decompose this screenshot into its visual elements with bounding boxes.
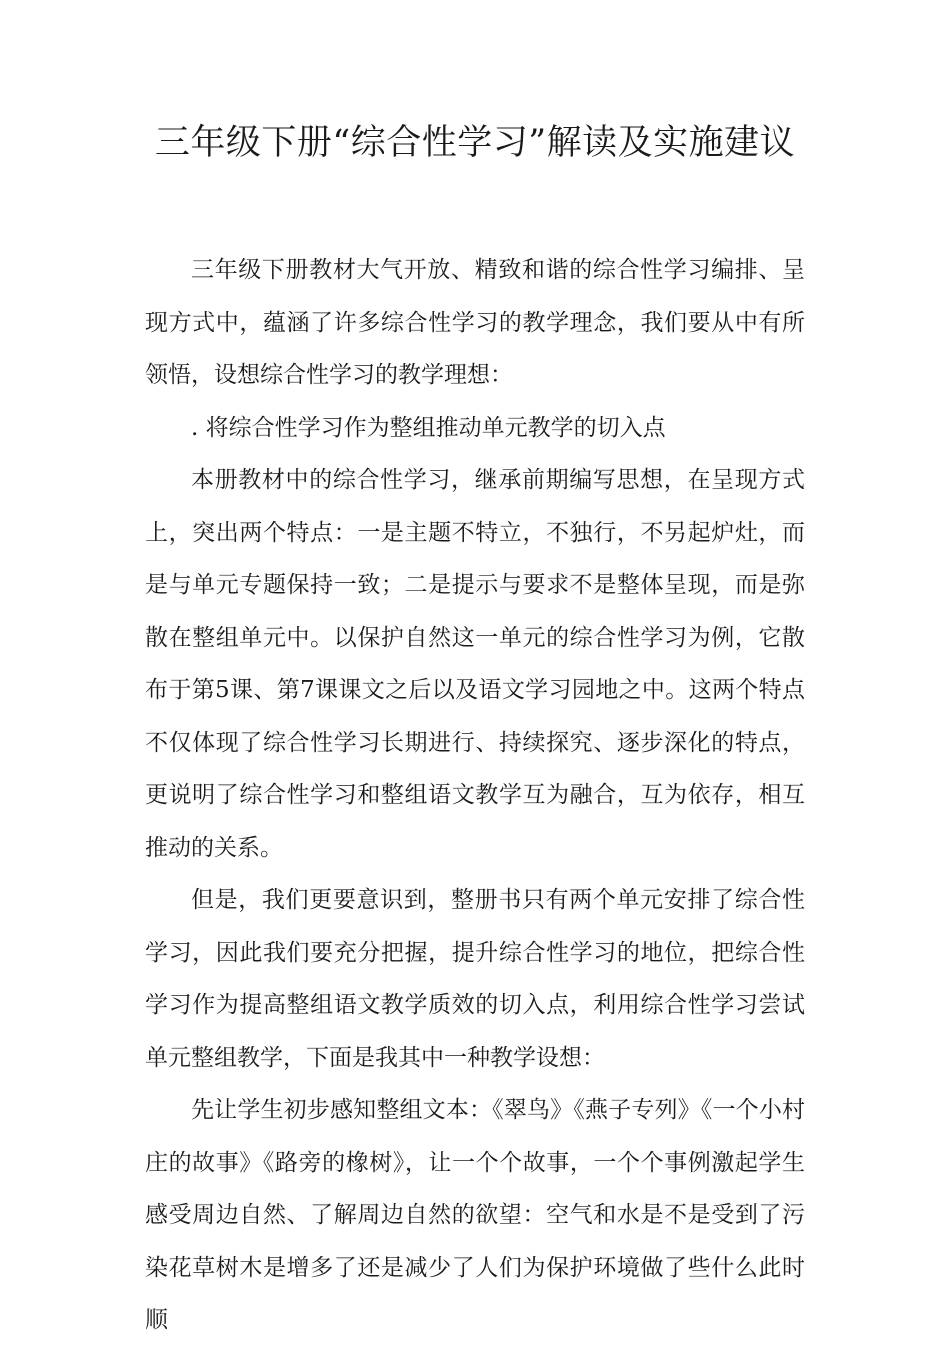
- paragraph-intro: 三年级下册教材大气开放、精致和谐的综合性学习编排、呈现方式中，蕴涵了许多综合性学习的教学理念，我们要从中有所领悟，设想综合性学习的教学理想：: [145, 257, 805, 388]
- paragraph-features: 本册教材中的综合性学习，继承前期编写思想，在呈现方式上，突出两个特点：一是主题不特立，不独行，不另起炉灶，而是与单元专题保持一致；二是提示与要求不是整体呈现，而是弥散在整组单元中。以保护自然这一单元的综合性学习为例，它散布于第5课、第7课课文之后以及语文学习园地之中。这两个特点不仅体现了综合性学习长期进行、持续探究、逐步深化的特点，更说明了综合性学习和整组语文教学互为融合，互为依存，相互推动的关系。: [145, 467, 805, 861]
- paragraph-first-step: 先让学生初步感知整组文本：《翠鸟》《燕子专列》《一个小村庄的故事》《路旁的橡树》，让一个个故事，一个个事例激起学生感受周边自然、了解周边自然的欲望：空气和水是不是受到了污染花草树木是增多了还是减少了人们为保护环境做了些什么此时顺: [145, 1097, 805, 1333]
- document-body: [145, 244, 805, 1347]
- paragraph-awareness: 但是，我们更要意识到，整册书只有两个单元安排了综合性学习，因此我们要充分把握，提升综合性学习的地位，把综合性学习作为提高整组语文教学质效的切入点，利用综合性学习尝试单元整组教学，下面是我其中一种教学设想：: [145, 887, 805, 1071]
- document-title: 三年级下册“综合性学习”解读及实施建议: [154, 123, 796, 163]
- section-heading: . 将综合性学习作为整组推动单元教学的切入点: [191, 414, 666, 441]
